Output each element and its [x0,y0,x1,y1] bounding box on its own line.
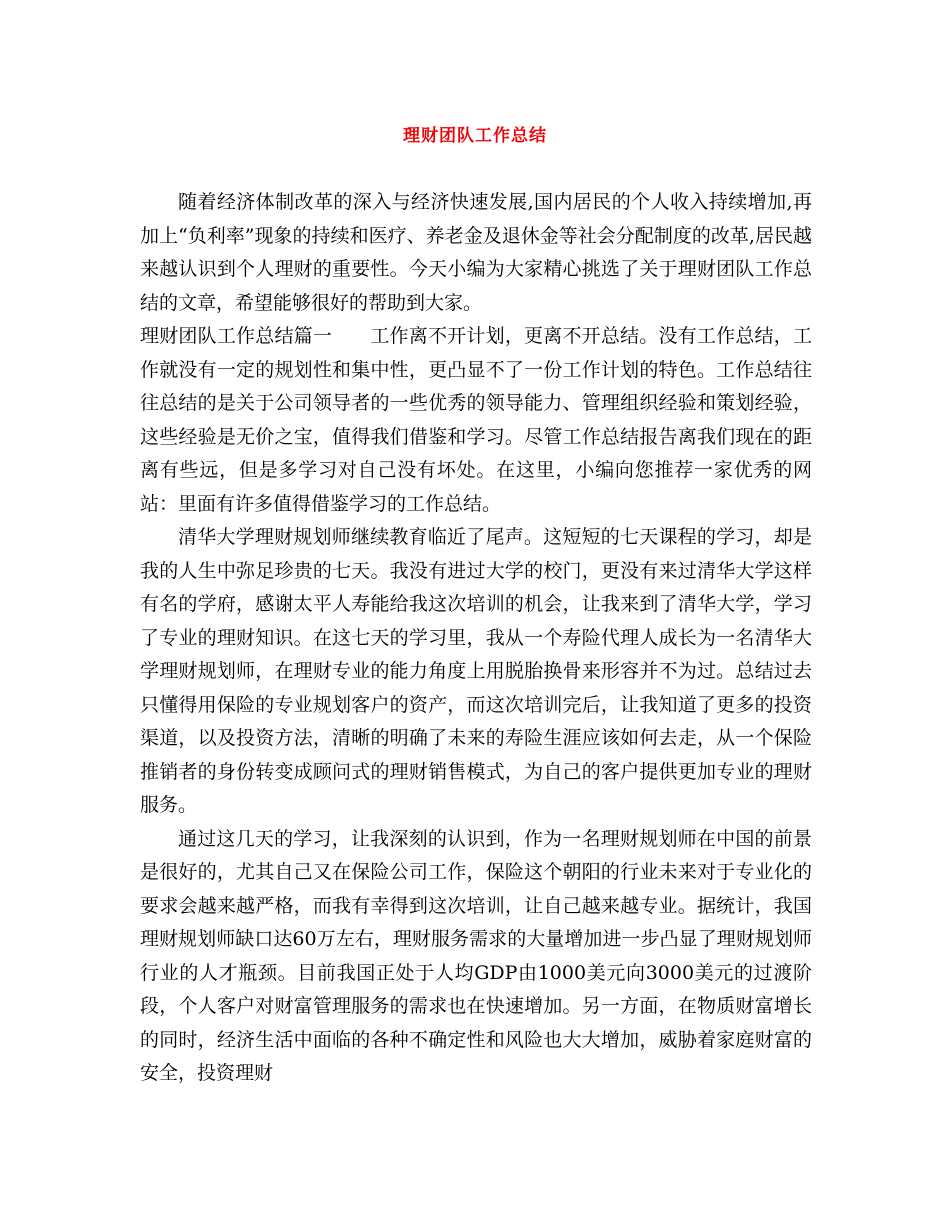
page-title: 理财团队工作总结 [403,126,547,146]
section-text: 工作离不开计划，更离不开总结。没有工作总结，工作就没有一定的规划性和集中性，更凸显不了一份工作计划的特色。工作总结往往总结的是关于公司领导者的一些优秀的领导能力、管理组织经验和策划经验，这些经验是无价之宝，值得我们借鉴和学习。尽管工作总结报告离我们现在的距离有些远，但是多学习对自己没有坏处。在这里，小编向您推荐一家优秀的网站：里面有许多值得借鉴学习的工作总结。 [140,325,812,515]
section-heading: 理财团队工作总结篇一 [140,325,333,347]
body-paragraph-3: 通过这几天的学习，让我深刻的认识到，作为一名理财规划师在中国的前景是很好的，尤其自己又在保险公司工作，保险这个朝阳的行业未来对于专业化的要求会越来越严格，而我有幸得到这次培训，让自己越来越专业。据统计，我国理财规划师缺口达60万左右，理财服务需求的大量增加进一步凸显了理财规划师行业的人才瓶颈。目前我国正处于人均GDP由1000美元向3000美元的过渡阶段，个人客户对财富管理服务的需求也在快速增加。另一方面，在物质财富增长的同时，经济生活中面临的各种不确定性和风险也大大增加，威胁着家庭财富的安全，投资理财 [140,827,812,1084]
section-paragraph [140,320,812,521]
body-paragraph-2: 清华大学理财规划师继续教育临近了尾声。这短短的七天课程的学习，却是我的人生中弥足珍贵的七天。我没有进过大学的校门，更没有来过清华大学这样有名的学府，感谢太平人寿能给我这次培训的机会，让我来到了清华大学，学习了专业的理财知识。在这七天的学习里，我从一个寿险代理人成长为一名清华大学理财规划师，在理财专业的能力角度上用脱胎换骨来形容并不为过。总结过去只懂得用保险的专业规划客户的资产，而这次培训完后，让我知道了更多的投资渠道，以及投资方法，清晰的明确了未来的寿险生涯应该如何去走，从一个保险推销者的身份转变成顾问式的理财销售模式，为自己的客户提供更加专业的理财服务。 [140,526,812,816]
intro-paragraph: 随着经济体制改革的深入与经济快速发展,国内居民的个人收入持续增加,再加上“负利率”现象的持续和医疗、养老金及退休金等社会分配制度的改革,居民越来越认识到个人理财的重要性。今天小编为大家精心挑选了关于理财团队工作总结的文章，希望能够很好的帮助到大家。 [140,191,812,314]
document-body [140,186,812,1091]
